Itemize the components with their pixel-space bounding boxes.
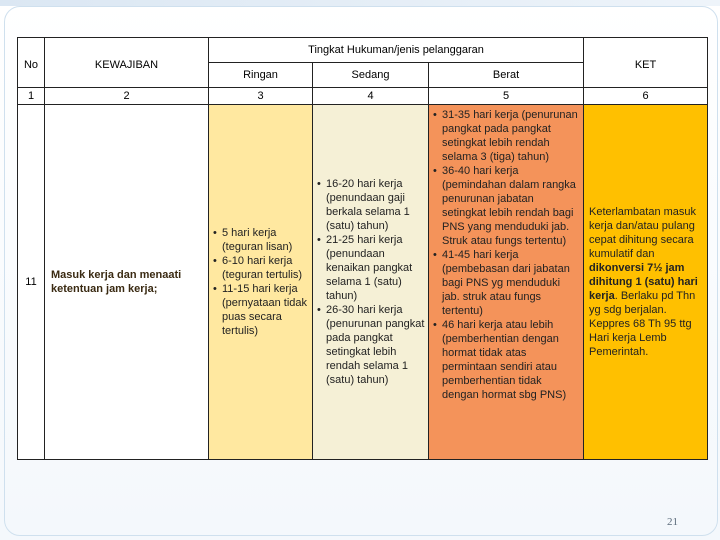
ringan-list [213, 226, 309, 338]
header-sedang: Sedang [313, 63, 429, 88]
berat-item: • 31-35 hari kerja (penurunan pangkat pada pangkat setingkat lebih rendah selama 3 (tiga) tahun) [433, 108, 579, 164]
ket-text-2: . Berlaku pd Thn yg sdg berjalan. Keppres 68 Th 95 ttg Hari kerja Lemb Pemerintah. [589, 290, 696, 358]
column-number-1: 1 [18, 88, 45, 105]
header-ket: KET [584, 38, 708, 88]
column-number-5: 5 [429, 88, 584, 105]
berat-cell [429, 105, 584, 460]
ringan-item: • 5 hari kerja (teguran lisan) [213, 226, 309, 254]
berat-item: • 36-40 hari kerja (pemindahan dalam rangka penurunan jabatan setingkat lebih rendah bagi PNS yang menduduki jab. Struk atau fungs tertentu) [433, 164, 579, 248]
sedang-item: • 26-30 hari kerja (penurunan pangkat pada pangkat setingkat lebih rendah selama 1 (satu) tahun) [317, 303, 425, 387]
sedang-item: • 21-25 hari kerja (penundaan kenaikan pangkat selama 1 (satu) tahun) [317, 233, 425, 303]
column-number-2: 2 [45, 88, 209, 105]
berat-item: • 41-45 hari kerja (pembebasan dari jabatan bagi PNS yg menduduki jab. struk atau fungs tertentu) [433, 248, 579, 318]
ringan-item: • 11-15 hari kerja (pernyataan tidak puas secara tertulis) [213, 282, 309, 338]
header-tingkat-hukuman: Tingkat Hukuman/jenis pelanggaran [209, 38, 584, 63]
ringan-item: • 6-10 hari kerja (teguran tertulis) [213, 254, 309, 282]
header-berat: Berat [429, 63, 584, 88]
column-number-4: 4 [313, 88, 429, 105]
header-no: No [18, 38, 45, 88]
berat-list [433, 108, 579, 402]
ket-text-1: Keterlambatan masuk kerja dan/atau pulang cepat dihitung secara kumulatif dan [589, 206, 697, 260]
penalty-table [17, 37, 708, 460]
ket-cell [584, 105, 708, 460]
header-kewajiban: KEWAJIBAN [45, 38, 209, 88]
sedang-cell [313, 105, 429, 460]
sedang-item: • 16-20 hari kerja (penundaan gaji berkala selama 1 (satu) tahun) [317, 177, 425, 233]
kewajiban-text: Masuk kerja dan menaati ketentuan jam kerja; [45, 105, 209, 460]
ringan-cell [209, 105, 313, 460]
column-number-6: 6 [584, 88, 708, 105]
page-number: 21 [667, 516, 678, 528]
ket-text-bold: dikonversi 7½ jam dihitung 1 (satu) hari kerja [589, 262, 698, 302]
header-ringan: Ringan [209, 63, 313, 88]
berat-item: • 46 hari kerja atau lebih (pemberhentian dengan hormat tidak atas permintaan sendiri atau pemberhentian tidak dengan hormat sbg PNS) [433, 318, 579, 402]
column-number-3: 3 [209, 88, 313, 105]
sedang-list [317, 177, 425, 387]
row-number: 11 [18, 105, 45, 460]
